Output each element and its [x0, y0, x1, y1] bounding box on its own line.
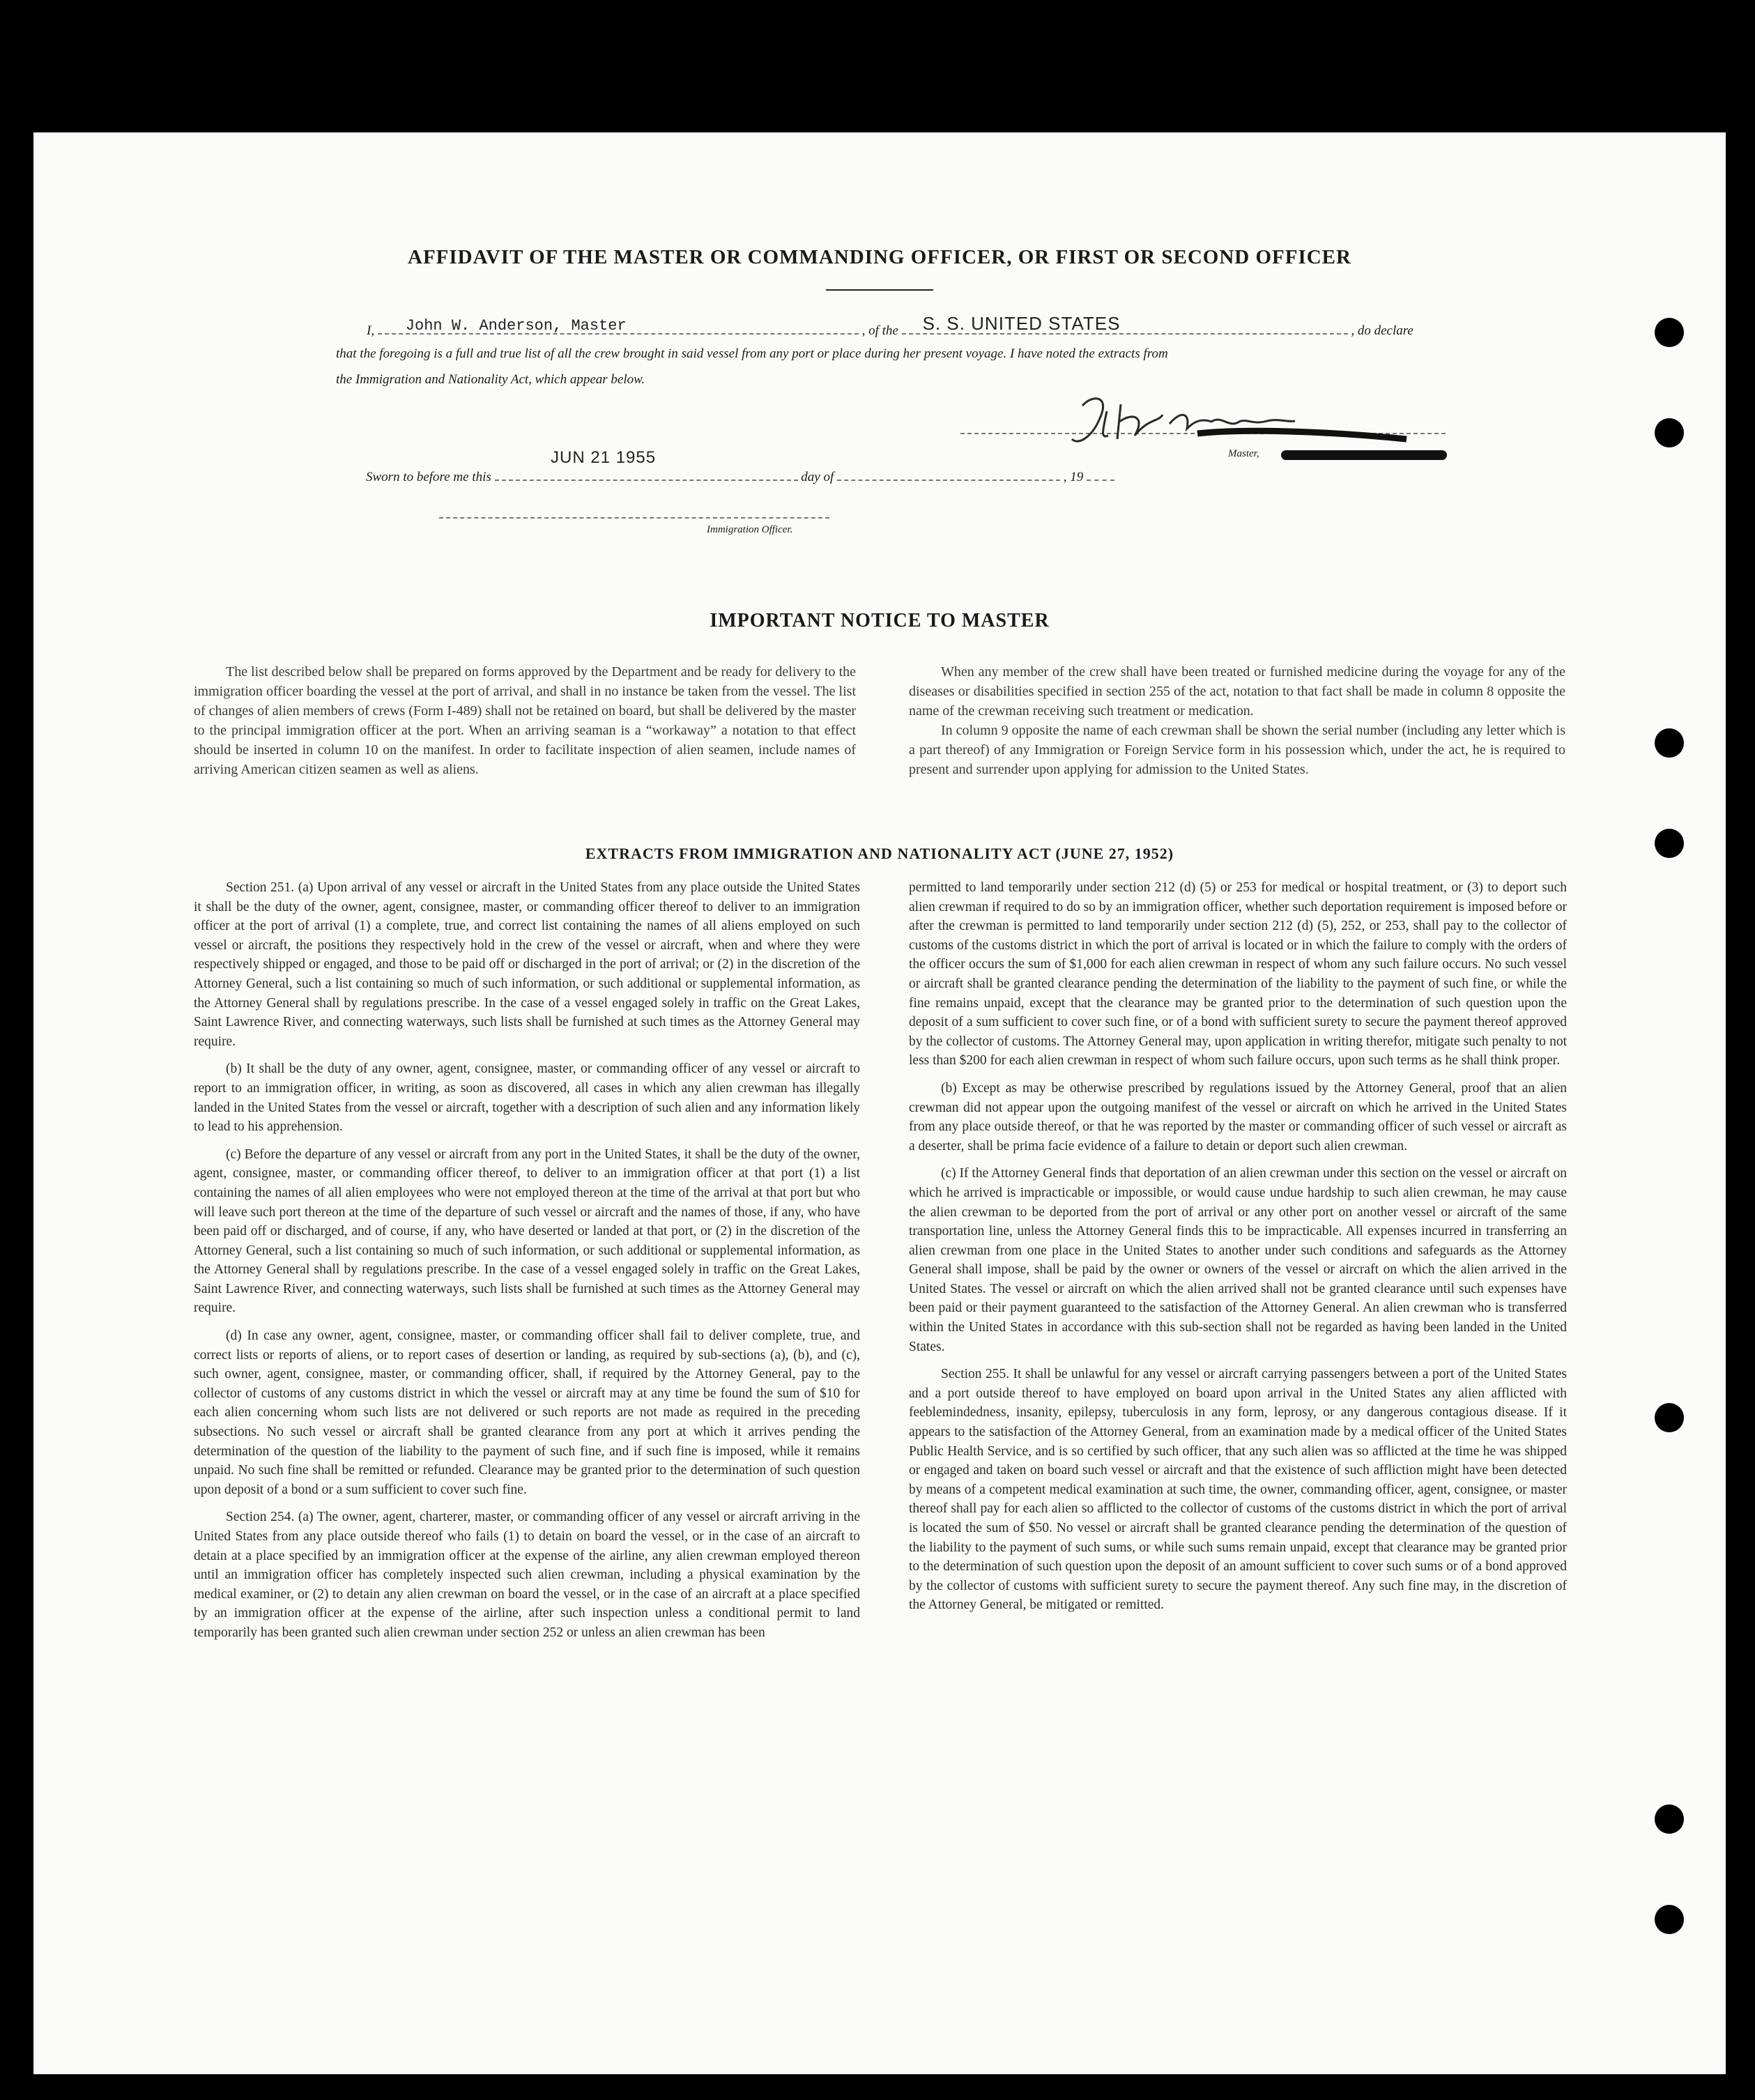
vessel-name-field	[902, 313, 1348, 335]
section-251-d: (d) In case any owner, agent, consignee, master, or commanding officer shall fail to deliver complete, true, and correct lists or reports of aliens, or to report cases of desertion or landing, as required by sub-sections (a), (b), and (c), such owner, agent, consignee, master, or commanding officer, shall, if required by the Attorney General, pay to the collector of customs of any customs district in which the vessel or aircraft may at any time be found the sum of $10 for each alien concerning whom such lists are not delivered or such reports are not made as required in the preceding subsections. No such vessel or aircraft shall be granted clearance from any port at which it arrives pending the determination of the question of the liability to the payment of such fine, and if such fine is imposed, while it remains unpaid. No such fine shall be remitted or refunded. Clearance may be granted prior to the determination of such question upon deposit of a bond or a sum sufficient to cover such fine.	[194, 1328, 860, 1497]
punch-hole	[1655, 318, 1684, 347]
signature-block	[960, 390, 1455, 453]
declaration-row	[367, 313, 1413, 339]
notice-right-p2: In column 9 opposite the name of each crewman shall be shown the serial number (including any letter which is a part thereof) of any Immigration or Foreign Service form in his possession which, under the act, he is required to present and surrender upon applying for admission to the United States.	[909, 723, 1565, 777]
notice-left-column	[194, 662, 856, 779]
date-stamp: JUN 21 1955	[551, 448, 657, 467]
redaction-mark	[1281, 450, 1447, 460]
section-254-a-cont: permitted to land temporarily under section 212 (d) (5) or 253 for medical or hospital treatment, or (3) to deport such alien crewman if required to do so by an immigration officer, whether such deportation requirement is imposed before or after the crewman is permitted to land temporarily under section 212 (d) (5), 252, or 253, shall pay to the collector of customs of the customs district in which the port of arrival is located or in which the failure to comply with the orders of the officer occurs the sum of $1,000 for each alien crewman in respect of whom any such failure occurs. No such vessel or aircraft shall be granted clearance pending the determination of the liability to the payment of such fine, or while the fine remains unpaid, except that the clearance may be granted prior to the determination of such question upon the deposit of a sum sufficient to cover such fine, or of a bond with sufficient surety to secure the payment thereof approved by the collector of customs. The Attorney General may, upon application in writing therefor, mitigate such penalty to not less than $200 for each alien crewman in respect of whom such failure occurs, upon such terms as he shall think proper.	[909, 880, 1567, 1068]
i-label: I,	[367, 323, 375, 338]
declaration-line-1: that the foregoing is a full and true list of all the crew brought in said vessel from any port or place during her present voyage. I have noted the extracts from	[336, 346, 1168, 361]
master-label: Master,	[1228, 448, 1259, 459]
sworn-year-field	[1087, 467, 1114, 481]
notice-title: IMPORTANT NOTICE TO MASTER	[710, 610, 1050, 631]
extracts-right-column	[909, 878, 1567, 1623]
punch-hole	[1655, 728, 1684, 758]
day-of-label: day of	[801, 470, 834, 484]
section-254-a: Section 254. (a) The owner, agent, charterer, master, or commanding officer of any vessel or aircraft arriving in the United States from any place outside thereof who fails (1) to detain on board the vessel, or in the case of an aircraft to detain at a place specified by an immigration officer at the expense of the airline, any alien crewman employed thereon until an immigration officer has completely inspected such alien crewman, including a physical examination by the medical examiner, or (2) to detain any alien crewman on board the vessel, or in the case of an aircraft at a place specified by an immigration officer at the expense of the airline, after such inspection unless a conditional permit to land temporarily has been granted such alien crewman under section 252 or unless an alien crewman has been	[194, 1510, 860, 1640]
punch-hole	[1655, 1403, 1684, 1432]
year-label: , 19	[1063, 470, 1084, 484]
master-signature	[960, 390, 1455, 453]
immigration-officer-signature-line	[439, 517, 829, 519]
section-254-c: (c) If the Attorney General finds that deportation of an alien crewman under this section on the vessel or aircraft on which he arrived is impracticable or impossible, or would cause undue hardship to such alien crewman, he may cause the alien crewman to be deported from the port of arrival or any other port on another vessel or aircraft of the same transportation line, unless the Attorney General finds this to be impracticable. All expenses incurred in transferring an alien crewman from one place in the United States to another under such conditions and safeguards as the Attorney General shall impose, shall be paid by the owner or owners of the vessel or aircraft on which the alien arrived in the United States. The vessel or aircraft on which the alien arrived shall not be granted clearance until such expenses have been paid or their payment guaranteed to the satisfaction of the Attorney General. An alien crewman who is transferred within the United States in accordance with this sub-section shall not be regarded as having been landed in the United States.	[909, 1166, 1567, 1354]
title-divider	[826, 289, 933, 291]
extracts-left-column	[194, 878, 860, 1651]
sworn-row	[366, 467, 1114, 485]
officer-name-value: John W. Anderson, Master	[405, 317, 627, 335]
section-251-b: (b) It shall be the duty of any owner, agent, consignee, master, or commanding officer of any vessel or aircraft to report to an immigration officer, in writing, as soon as discovered, all cases in which any alien crewman has illegally landed in the United States from the vessel or aircraft, together with a description of such alien and any information likely to lead to his apprehension.	[194, 1062, 860, 1135]
affidavit-title: AFFIDAVIT OF THE MASTER OR COMMANDING OFFICER, OR FIRST OR SECOND OFFICER	[408, 246, 1351, 268]
declaration-line-2: the Immigration and Nationality Act, which appear below.	[336, 372, 645, 387]
notice-right-column	[909, 662, 1565, 779]
vessel-name-value: S. S. UNITED STATES	[922, 313, 1121, 334]
sworn-month-field	[837, 467, 1060, 481]
of-the-label: , of the	[861, 323, 898, 338]
do-declare-label: , do declare	[1351, 323, 1413, 338]
punch-hole	[1655, 418, 1684, 447]
notice-left-text: The list described below shall be prepared on forms approved by the Department and be ready for delivery to the immigration officer boarding the vessel at the port of arrival, and shall in no instance be taken from the vessel. The list of changes of alien members of crews (Form I-489) shall not be retained on board, but shall be delivered by the master to the principal immigration officer at the port. When an arriving seaman is a “workaway” a notation to that effect should be inserted in column 10 on the manifest. In order to facilitate inspection of alien seamen, include names of arriving American citizen seamen as well as aliens.	[194, 664, 856, 777]
sworn-day-field	[495, 467, 798, 481]
punch-hole	[1655, 1804, 1684, 1834]
section-251-c: (c) Before the departure of any vessel or aircraft from any port in the United States, it shall be the duty of the owner, agent, consignee, master, or commanding officer thereof, to deliver to an immigration officer at that port (1) a list containing the names of all alien employees who were not employed thereon at the time of the arrival at that port but who will leave such port thereon at the time of the departure of such vessel or aircraft and the names of those, if any, who have been paid off or discharged, and of course, if any, who have deserted or landed at that port, or (2) in the discretion of the Attorney General, such a list containing so much of such information, or such additional or supplemental information, as the Attorney General shall by regulations prescribe. In the case of a vessel engaged solely in traffic on the Great Lakes, Saint Lawrence River, and connecting waterways, such lists shall be furnished at such times as the Attorney General may require.	[194, 1147, 860, 1316]
punch-hole	[1655, 829, 1684, 858]
officer-name-field	[378, 319, 859, 335]
section-254-b: (b) Except as may be otherwise prescribed by regulations issued by the Attorney General, proof that an alien crewman did not appear upon the outgoing manifest of the vessel or aircraft on which he arrived in the United States from any place outside thereof, or that he was reported by the master or commanding officer of such vessel or aircraft as a deserter, shall be prima facie evidence of a failure to detain or deport such alien crewman.	[909, 1080, 1567, 1154]
notice-right-p1: When any member of the crew shall have been treated or furnished medicine during the voyage for any of the diseases or disabilities specified in section 255 of the act, notation to that fact shall be made in column 8 opposite the name of the crewman receiving such treatment or medication.	[909, 664, 1565, 719]
sworn-label: Sworn to before me this	[366, 470, 491, 484]
section-255: Section 255. It shall be unlawful for any vessel or aircraft carrying passengers between a port of the United States and a port outside thereof to have employed on board upon arrival in the United States any alien afflicted with feeblemindedness, insanity, epilepsy, tuberculosis in any form, leprosy, or any dangerous contagious disease. If it appears to the satisfaction of the Attorney General, from an examination made by a medical officer of the United States Public Health Service, and is so certified by such officer, that any such alien was so afflicted at the time he was shipped or engaged and taken on board such vessel or aircraft and that the existence of such affliction might have been detected by means of a competent medical examination at such time, the owner, commanding officer, agent, consignee, or master thereof shall pay for each alien so afflicted to the collector of customs of the customs district in which the port of arrival is located the sum of $50. No vessel or aircraft shall be granted clearance pending the determination of the question of the liability to the payment of such sums, or while such sums remain unpaid, except that clearance may be granted prior to the determination of such question upon the deposit of an amount sufficient to cover such sums or of a bond approved by the collector of customs with sufficient surety to secure the payment thereof. Any such fine may, in the discretion of the Attorney General, be mitigated or remitted.	[909, 1367, 1567, 1613]
immigration-officer-label: Immigration Officer.	[707, 524, 793, 535]
section-251-a: Section 251. (a) Upon arrival of any vessel or aircraft in the United States from any place outside the United States it shall be the duty of the owner, agent, consignee, master, or commanding officer thereof to deliver to an immigration officer at the port of arrival (1) a complete, true, and correct list containing the names of all aliens employed on such vessel or aircraft, the positions they respectively hold in the crew of the vessel or aircraft, when and where they were respectively shipped or engaged, and those to be paid off or discharged in the port of arrival; or (2) in the discretion of the Attorney General, such a list containing so much of such information, or such additional or supplemental information, as the Attorney General shall by regulations prescribe. In the case of a vessel engaged solely in traffic on the Great Lakes, Saint Lawrence River, and connecting waterways, such lists shall be furnished at such times as the Attorney General may require.	[194, 880, 860, 1049]
extracts-title: EXTRACTS FROM IMMIGRATION AND NATIONALITY ACT (JUNE 27, 1952)	[585, 845, 1174, 862]
document-page	[33, 132, 1726, 2074]
punch-hole	[1655, 1905, 1684, 1934]
